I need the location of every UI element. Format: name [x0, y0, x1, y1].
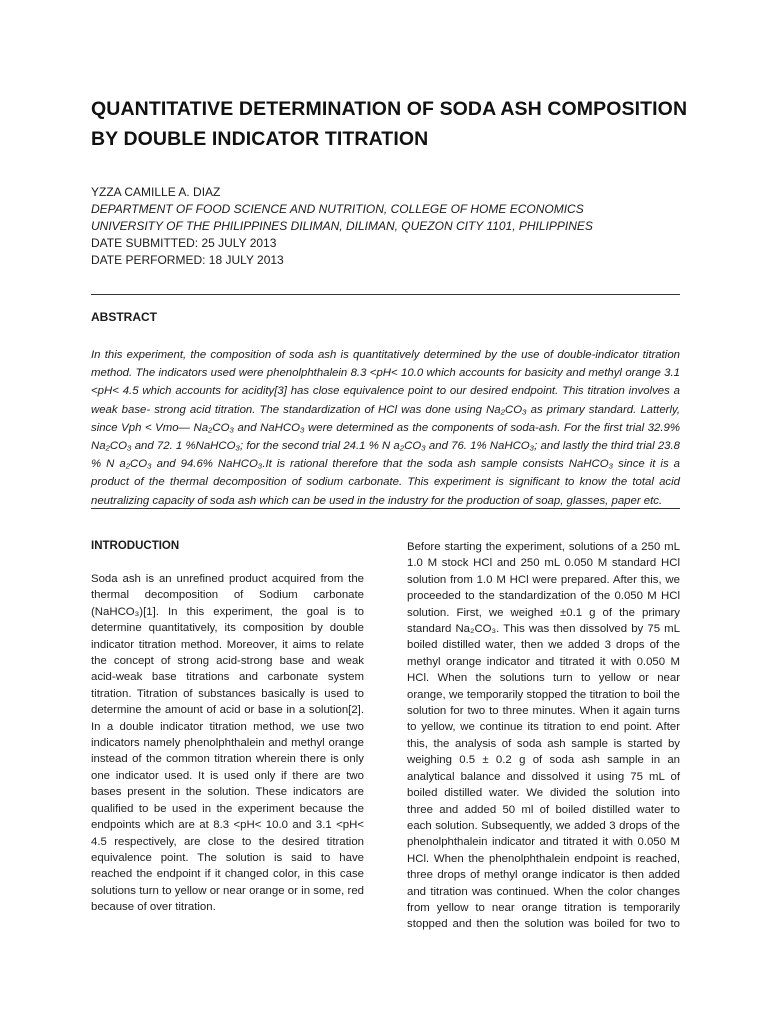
text-line: this, the analysis of soda ash sample is started by	[407, 737, 680, 750]
affiliation-university: UNIVERSITY OF THE PHILIPPINES DILIMAN, DILIMAN, QUEZON CITY 1101, PHILIPPINES	[91, 219, 593, 233]
text-line: reached the endpoint if it changed color, in this case	[91, 868, 364, 881]
text-line: determine quantitatively, its composition by double	[91, 622, 364, 635]
text-line: solutions turn to yellow or near orange or in some, red	[91, 884, 364, 897]
text-line: indicators namely phenolphthalein and methyl orange	[91, 737, 364, 750]
author-block	[91, 184, 691, 269]
title-line: BY DOUBLE INDICATOR TITRATION	[91, 128, 429, 150]
text-line: boiled distilled water, then we added 3 drops of the	[407, 639, 680, 652]
abstract-line: Na₂CO₃ and 72. 1 %NaHCO₃; for the second trial 24.1 % N a₂CO₃ and 76. 1% NaHCO₃; and lastly the third trial 23.8	[91, 440, 680, 453]
text-line: three and added 50 ml of boiled distilled water to	[407, 803, 680, 816]
text-line: from yellow to near orange titration is temporarily	[407, 901, 680, 914]
abstract-body	[91, 346, 680, 510]
text-line: HCl. When the phenolphthalein endpoint is reached,	[407, 852, 680, 865]
text-line: weighing 0.5 ± 0.2 g of soda ash sample in an	[407, 754, 680, 767]
abstract-line: product of the thermal decomposition of sodium carbonate. This experiment is significant to know the total acid	[91, 476, 680, 489]
abstract-line: neutralizing capacity of soda ash which can be used in the industry for the production of soap, glasses, paper etc.	[91, 494, 663, 507]
text-line: each solution. Subsequently, we added 3 drops of the	[407, 819, 680, 832]
text-line: acid-weak base titrations and carbonate system	[91, 671, 364, 684]
abstract-line: <pH< 4.5 which accounts for acidity[3] has close equivalence point to our desired endpoint. This titration involves a	[91, 385, 680, 398]
text-line: instead of the common titration wherein there is only	[91, 753, 364, 766]
text-line: solution. First, we weighed ±0.1 g of the primary	[407, 606, 680, 619]
abstract-line: since Vph < Vmo— Na₂CO₃ and NaHCO₃ were determined as the components of soda-ash. For the first trial 32.9%	[91, 421, 680, 434]
text-line: stopped and then the solution was boiled for two to	[407, 918, 680, 931]
introduction-heading: INTRODUCTION	[91, 540, 180, 552]
title-line: QUANTITATIVE DETERMINATION OF SODA ASH COMPOSITION	[91, 98, 688, 120]
divider-bottom	[91, 508, 680, 509]
affiliation-department: DEPARTMENT OF FOOD SCIENCE AND NUTRITION, COLLEGE OF HOME ECONOMICS	[91, 202, 584, 216]
abstract-line: weak base- strong acid titration. The standardization of HCl was done using Na₂CO₃ as primary standard. Latterly,	[91, 403, 680, 416]
text-line: Soda ash is an unrefined product acquired from the	[91, 573, 364, 585]
abstract-heading: ABSTRACT	[91, 310, 157, 324]
text-line: three drops of methyl orange indicator is then added	[407, 869, 680, 882]
text-line: qualified to be used in the experiment because the	[91, 802, 364, 815]
text-line: proceeded to the standardization of the 0.050 M HCl	[407, 590, 680, 603]
text-line: thermal decomposition of Sodium carbonate	[91, 589, 364, 602]
text-line: standard Na₂CO₃. This was then dissolved by 75 mL	[407, 623, 680, 636]
text-line: boiled distilled water. We divided the solution into	[407, 787, 680, 800]
text-line: equivalence point. The solution is said to have	[91, 851, 364, 864]
text-line: solution from 1.0 M HCl were prepared. After this, we	[407, 573, 680, 586]
text-line: bases present in the solution. These indicators are	[91, 786, 364, 799]
text-line: 4.5 respectively, are close to the desired titration	[91, 835, 364, 848]
text-line: endpoints which are at 8.3 <pH< 10.0 and 3.1 <pH<	[91, 819, 364, 832]
text-line: solution for two to three minutes. When it again turns	[407, 705, 680, 718]
text-line: because of over titration.	[91, 901, 216, 914]
text-line: the concept of strong acid-strong base and weak	[91, 655, 364, 668]
text-line: methyl orange indicator and titrated it with 0.050 M	[407, 655, 680, 668]
introduction-column-left	[91, 571, 364, 916]
text-line: analytical balance and dissolved it using 75 mL of	[407, 770, 680, 783]
divider-top	[91, 294, 680, 295]
text-line: titration. Titration of substances basically is used to	[91, 687, 364, 700]
text-line: orange, we temporarily stopped the titration to boil the	[407, 688, 680, 701]
author-name: YZZA CAMILLE A. DIAZ	[91, 185, 221, 199]
text-line: one indicator used. It is used only if there are two	[91, 769, 364, 782]
text-line: indicator titration method. Moreover, it aims to relate	[91, 638, 364, 651]
text-line: determine the amount of acid or base in a solution[2].	[91, 704, 364, 717]
abstract-line: In this experiment, the composition of soda ash is quantitatively determined by the use of double-indicator titration	[91, 349, 680, 361]
date-submitted: DATE SUBMITTED: 25 JULY 2013	[91, 236, 277, 250]
introduction-column-right	[407, 539, 680, 933]
text-line: (NaHCO₃)[1]. In this experiment, the goal is to	[91, 605, 364, 618]
date-performed: DATE PERFORMED: 18 JULY 2013	[91, 253, 284, 267]
abstract-line: method. The indicators used were phenolphthalein 8.3 <pH< 10.0 which accounts for basicity and methyl orange 3.1	[91, 367, 680, 380]
text-line: 1.0 M stock HCl and 250 mL 0.050 M standard HCl	[407, 557, 680, 570]
abstract-line: % N a₂CO₃ and 94.6% NaHCO₃.It is rational therefore that the soda ash sample consists NaHCO₃ since it is a	[91, 458, 680, 471]
text-line: HCl. When the solutions turn to yellow or near	[407, 672, 680, 685]
text-line: Before starting the experiment, solutions of a 250 mL	[407, 541, 680, 553]
text-line: In a double indicator titration method, we use two	[91, 720, 364, 733]
paper-title	[91, 94, 691, 154]
text-line: phenolphthalein indicator and titrated it with 0.050 M	[407, 836, 680, 849]
text-line: to yellow, we continue its titration to end point. After	[407, 721, 680, 734]
text-line: and titration was continued. When the color changes	[407, 885, 680, 898]
